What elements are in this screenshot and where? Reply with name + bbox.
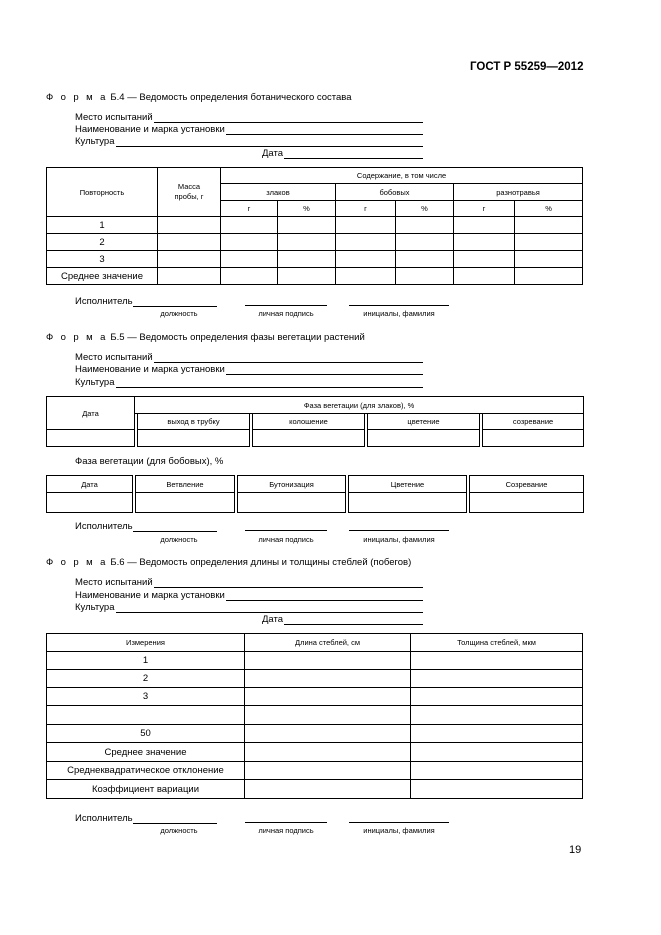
cell[interactable] <box>245 652 411 670</box>
cell[interactable] <box>396 268 454 285</box>
header-group-legume: бобовых <box>336 184 454 201</box>
form-b6-date-field[interactable] <box>262 612 423 625</box>
header-phase-heading: колошение <box>253 414 365 430</box>
header-phase: Фаза вегетации (для злаков), % <box>135 397 584 414</box>
header-unit-pct: % <box>278 201 336 217</box>
caption-name: инициалы, фамилия <box>363 535 435 544</box>
form-b4-prefix: Ф о р м а <box>46 92 108 103</box>
signature-line[interactable] <box>245 305 327 306</box>
cell[interactable] <box>158 217 221 234</box>
caption-signature: личная подпись <box>258 309 314 318</box>
header-flowering: Цветение <box>349 476 467 493</box>
table-row <box>47 670 583 688</box>
field-label: Наименование и марка установки <box>75 364 225 375</box>
header-mass <box>158 168 221 217</box>
name-line[interactable] <box>349 822 449 823</box>
header-unit-pct: % <box>396 201 454 217</box>
header-thickness: Толщина стеблей, мкм <box>411 634 583 652</box>
cell[interactable] <box>515 268 583 285</box>
signature-label: Исполнитель <box>75 521 133 532</box>
cell[interactable] <box>396 234 454 251</box>
field-label: Место испытаний <box>75 352 153 363</box>
cell[interactable] <box>470 493 584 513</box>
cell[interactable] <box>278 234 336 251</box>
caption-signature: личная подпись <box>258 535 314 544</box>
form-b6-title <box>46 557 411 568</box>
name-line[interactable] <box>349 530 449 531</box>
cell[interactable] <box>515 234 583 251</box>
cell[interactable] <box>336 268 396 285</box>
table-row <box>47 725 583 743</box>
form-b4-number: Б.4 <box>110 92 125 103</box>
cell[interactable] <box>245 670 411 688</box>
header-phase-ripening: созревание <box>483 414 584 430</box>
header-phase-booting: выход в трубку <box>138 414 250 430</box>
form-b6-number: Б.6 <box>110 557 125 568</box>
header-budding: Бутонизация <box>238 476 346 493</box>
row-label: 2 <box>47 670 245 688</box>
field-label: Наименование и марка установки <box>75 590 225 601</box>
form-b5-cereal-table <box>46 396 584 447</box>
caption-name: инициалы, фамилия <box>363 826 435 835</box>
form-b4-title <box>46 92 352 103</box>
form-b4-table <box>46 167 583 285</box>
header-date: Дата <box>47 476 133 493</box>
caption-name: инициалы, фамилия <box>363 309 435 318</box>
cell[interactable] <box>136 493 235 513</box>
row-label: 1 <box>47 652 245 670</box>
cell[interactable] <box>221 251 278 268</box>
cell[interactable] <box>336 234 396 251</box>
cell[interactable] <box>221 217 278 234</box>
form-b4-date-field[interactable] <box>262 146 423 159</box>
cell[interactable] <box>454 268 515 285</box>
cell[interactable] <box>221 268 278 285</box>
cell[interactable] <box>411 652 583 670</box>
field-label: Дата <box>262 614 284 625</box>
header-length: Длина стеблей, см <box>245 634 411 652</box>
table-row <box>47 217 583 234</box>
form-b6-place-field[interactable] <box>75 575 423 588</box>
cell[interactable] <box>454 251 515 268</box>
form-b6-heading: — Ведомость определения длины и толщины стеблей (побегов) <box>124 557 412 568</box>
header-group-forbs: разнотравья <box>454 184 583 201</box>
cell[interactable] <box>411 725 583 743</box>
cell[interactable] <box>454 217 515 234</box>
field-label: Дата <box>262 148 284 159</box>
field-label: Место испытаний <box>75 112 153 123</box>
page-number: 19 <box>569 844 582 856</box>
cell[interactable] <box>238 493 346 513</box>
caption-position: должность <box>160 309 198 318</box>
cell[interactable] <box>245 762 411 780</box>
cell[interactable] <box>515 251 583 268</box>
table-row <box>47 234 583 251</box>
row-label: Среднее значение <box>47 268 158 285</box>
cell[interactable] <box>245 725 411 743</box>
table-row <box>47 762 583 780</box>
cell[interactable] <box>245 780 411 799</box>
caption-position: должность <box>160 826 198 835</box>
cell[interactable] <box>278 217 336 234</box>
cell[interactable] <box>253 430 365 447</box>
form-b5-heading: — Ведомость определения фазы вегетации растений <box>124 332 365 343</box>
header-branching: Ветвление <box>136 476 235 493</box>
cell[interactable] <box>515 217 583 234</box>
cell[interactable] <box>396 217 454 234</box>
cell[interactable] <box>47 430 135 447</box>
row-label: Коэффициент вариации <box>47 780 245 799</box>
header-mass-line2: пробы, г <box>174 192 204 201</box>
cell[interactable] <box>349 493 467 513</box>
cell[interactable] <box>245 706 411 725</box>
table-row <box>47 780 583 799</box>
form-b5-prefix: Ф о р м а <box>46 332 108 343</box>
standard-number: ГОСТ Р 55259—2012 <box>470 61 584 73</box>
header-content: Содержание, в том числе <box>221 168 583 184</box>
cell[interactable] <box>138 430 250 447</box>
table-row <box>47 430 584 447</box>
header-mass-line1: Масса <box>177 182 201 191</box>
cell[interactable] <box>158 251 221 268</box>
field-label: Культура <box>75 602 115 613</box>
table-row <box>47 688 583 706</box>
cell[interactable] <box>221 234 278 251</box>
cell[interactable] <box>368 430 480 447</box>
cell[interactable] <box>158 268 221 285</box>
table-row <box>47 743 583 762</box>
cell[interactable] <box>278 268 336 285</box>
cell[interactable] <box>411 743 583 762</box>
cell[interactable] <box>454 234 515 251</box>
caption-signature: личная подпись <box>258 826 314 835</box>
form-b5-unit-field[interactable] <box>75 362 423 375</box>
header-unit-pct: % <box>515 201 583 217</box>
form-b4-signature[interactable] <box>75 294 217 307</box>
header-unit-g: г <box>336 201 396 217</box>
form-b5-crop-field[interactable] <box>75 375 423 388</box>
row-label: Среднеквадратическое отклонение <box>47 762 245 780</box>
cell[interactable] <box>245 688 411 706</box>
form-b6-table <box>46 633 583 799</box>
cell[interactable] <box>278 251 336 268</box>
table-row <box>47 268 583 285</box>
signature-label: Исполнитель <box>75 813 133 824</box>
cell[interactable] <box>411 670 583 688</box>
form-b5-number: Б.5 <box>110 332 125 343</box>
table-row <box>47 706 583 725</box>
cell[interactable] <box>336 251 396 268</box>
cell[interactable] <box>245 743 411 762</box>
row-label: Среднее значение <box>47 743 245 762</box>
field-label: Культура <box>75 136 115 147</box>
cell[interactable] <box>411 688 583 706</box>
legume-phase-subtitle: Фаза вегетации (для бобовых), % <box>75 456 224 467</box>
row-label: 2 <box>47 234 158 251</box>
row-label <box>47 706 245 725</box>
header-repeat: Повторность <box>47 168 158 217</box>
header-group-cereal: злаков <box>221 184 336 201</box>
row-label: 3 <box>47 251 158 268</box>
name-line[interactable] <box>349 305 449 306</box>
cell[interactable] <box>158 234 221 251</box>
row-label: 3 <box>47 688 245 706</box>
table-row <box>47 652 583 670</box>
table-row <box>47 251 583 268</box>
form-b6-signature[interactable] <box>75 811 217 824</box>
form-b5-signature[interactable] <box>75 519 217 532</box>
signature-line[interactable] <box>245 822 327 823</box>
form-b5-title <box>46 332 365 343</box>
cell[interactable] <box>483 430 584 447</box>
field-label: Место испытаний <box>75 577 153 588</box>
row-label: 50 <box>47 725 245 743</box>
table-row <box>47 493 584 513</box>
cell[interactable] <box>411 780 583 799</box>
signature-label: Исполнитель <box>75 296 133 307</box>
form-b6-prefix: Ф о р м а <box>46 557 108 568</box>
header-unit-g: г <box>454 201 515 217</box>
header-date: Дата <box>47 397 135 430</box>
cell[interactable] <box>47 493 133 513</box>
header-measure: Измерения <box>47 634 245 652</box>
cell[interactable] <box>411 706 583 725</box>
header-phase-flowering: цветение <box>368 414 480 430</box>
field-label: Культура <box>75 377 115 388</box>
cell[interactable] <box>396 251 454 268</box>
field-label: Наименование и марка установки <box>75 124 225 135</box>
cell[interactable] <box>336 217 396 234</box>
form-b5-legume-table <box>46 475 584 513</box>
form-b4-heading: — Ведомость определения ботанического состава <box>124 92 352 103</box>
signature-line[interactable] <box>245 530 327 531</box>
header-ripening: Созревание <box>470 476 584 493</box>
caption-position: должность <box>160 535 198 544</box>
row-label: 1 <box>47 217 158 234</box>
header-unit-g: г <box>221 201 278 217</box>
cell[interactable] <box>411 762 583 780</box>
